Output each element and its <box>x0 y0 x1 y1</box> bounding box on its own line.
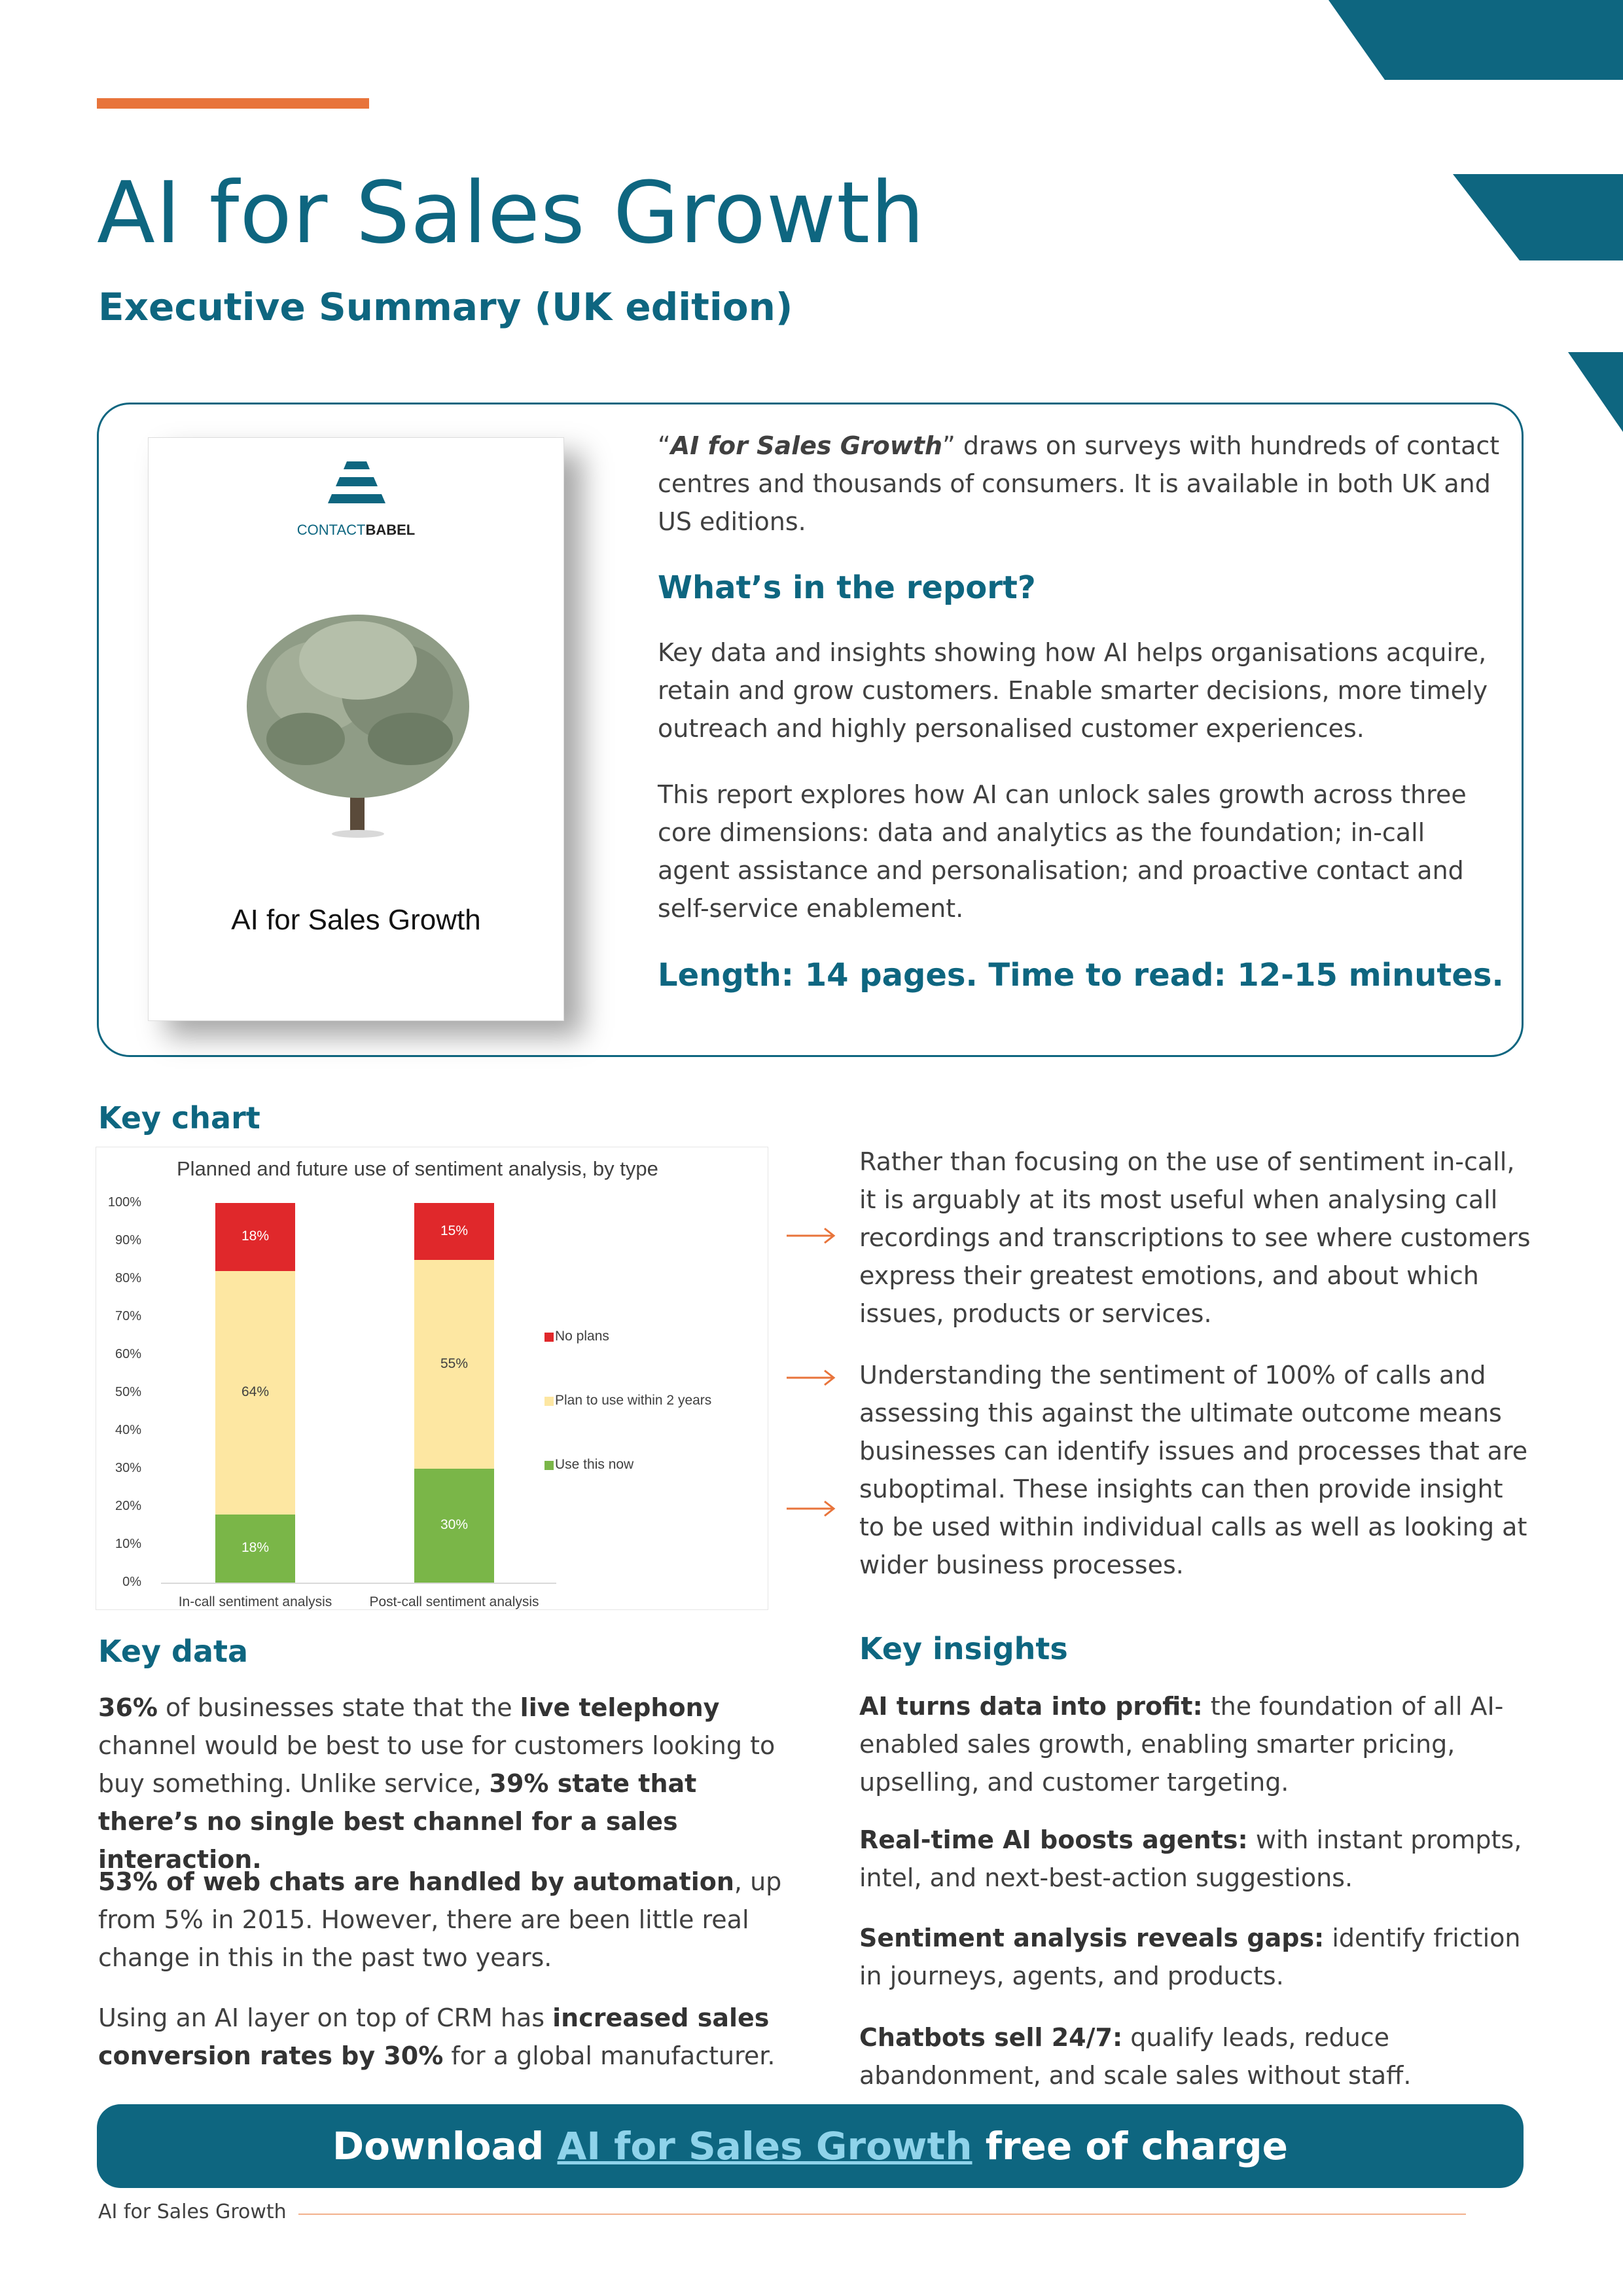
y-tick-label: 40% <box>115 1423 141 1437</box>
intro-report-title: AI for Sales Growth <box>670 431 943 460</box>
y-tick-label: 50% <box>115 1385 141 1399</box>
bar-data-label: 30% <box>440 1517 469 1532</box>
bar-data-label: 55% <box>440 1355 469 1371</box>
legend-label: No plans <box>555 1329 609 1344</box>
contactbabel-logo-icon <box>325 461 388 512</box>
y-tick-label: 60% <box>115 1347 141 1361</box>
y-tick-label: 30% <box>115 1461 141 1475</box>
corner-decoration-small <box>1568 352 1623 433</box>
intro-text: “AI for Sales Growth” draws on surveys with hundreds of contact centres and thousands of consumers. It is available in both UK and US editions. <box>658 431 1500 536</box>
cover-title: AI for Sales Growth <box>231 904 481 936</box>
report-contents-heading: What’s in the report? <box>658 569 1036 606</box>
x-axis-line <box>161 1583 556 1584</box>
key-data-paragraph-3: Using an AI layer on top of CRM has increased sales conversion rates by 30% for a global manufacturer. <box>98 2003 776 2070</box>
key-data-heading: Key data <box>98 1634 249 1669</box>
corner-decoration <box>1329 0 1623 262</box>
report-description-2: This report explores how AI can unlock sales growth across three core dimensions: data and analytics as the foundation; in-call agent assistance and personalisation; and proactive contact and self-service enablement. <box>658 780 1467 923</box>
arrow-icon <box>785 1499 836 1518</box>
report-length: Length: 14 pages. Time to read: 12-15 minutes. <box>658 957 1504 994</box>
x-category-label: In-call sentiment analysis <box>178 1594 332 1609</box>
money-tree-icon <box>234 601 482 850</box>
y-tick-label: 0% <box>122 1575 141 1589</box>
arrow-icon <box>785 1226 836 1246</box>
legend-swatch <box>544 1333 554 1342</box>
footer-title: AI for Sales Growth <box>98 2200 287 2223</box>
page-title: AI for Sales Growth <box>97 163 925 262</box>
y-tick-label: 20% <box>115 1499 141 1513</box>
y-tick-label: 80% <box>115 1271 141 1285</box>
key-data-paragraph-2: 53% of web chats are handled by automation, up from 5% in 2015. However, there are been little real change in this in the past two years. <box>98 1867 782 1972</box>
y-tick-label: 100% <box>107 1195 141 1210</box>
chart-commentary-1: Rather than focusing on the use of sentiment in-call, it is arguably at its most useful when analysing call recordings and transcriptions to see where customers express their greatest emotions, and about which issues, products or services. <box>859 1147 1531 1328</box>
download-link[interactable]: AI for Sales Growth <box>557 2124 972 2168</box>
legend-label: Use this now <box>555 1457 634 1472</box>
legend-label: Plan to use within 2 years <box>555 1393 712 1408</box>
insight-item: Chatbots sell 24/7: qualify leads, reduce abandonment, and scale sales without staff. <box>859 2023 1412 2090</box>
arrow-icon <box>785 1368 836 1388</box>
footer-divider <box>298 2214 1466 2215</box>
page-subtitle: Executive Summary (UK edition) <box>98 285 793 329</box>
x-category-label: Post-call sentiment analysis <box>369 1594 539 1609</box>
key-chart-heading: Key chart <box>98 1100 260 1136</box>
download-banner[interactable]: Download AI for Sales Growth free of charge <box>97 2104 1524 2188</box>
y-tick-label: 90% <box>115 1233 141 1247</box>
y-tick-label: 70% <box>115 1309 141 1323</box>
insight-item: AI turns data into profit: the foundation of all AI-enabled sales growth, enabling smarter pricing, upselling, and customer targeting. <box>859 1692 1504 1797</box>
insight-item: Real-time AI boosts agents: with instant prompts, intel, and next-best-action suggestions. <box>859 1825 1522 1892</box>
bar-data-label: 15% <box>440 1223 469 1238</box>
key-insights-heading: Key insights <box>859 1631 1068 1666</box>
insight-item: Sentiment analysis reveals gaps: identify friction in journeys, agents, and products. <box>859 1924 1521 1990</box>
y-tick-label: 10% <box>115 1537 141 1551</box>
chart-commentary-2: Understanding the sentiment of 100% of calls and assessing this against the ultimate outcome means businesses can identify issues and processes that are suboptimal. These insights can then provide insight to be used within individual calls as well as looking at wider business processes. <box>859 1361 1528 1579</box>
cover-brand: CONTACTBABEL <box>296 522 416 538</box>
key-data-paragraph-1: 36% of businesses state that the live telephony channel would be best to use for customers looking to buy something. Unlike service, 39% state that there’s no single best channel for a sales interaction. <box>98 1693 776 1874</box>
legend-swatch <box>544 1461 554 1470</box>
report-cover[interactable] <box>148 437 564 1021</box>
bar-data-label: 64% <box>241 1384 270 1399</box>
bar-data-label: 18% <box>241 1229 270 1244</box>
accent-bar <box>97 98 369 109</box>
bar-data-label: 18% <box>241 1539 270 1555</box>
report-description-1: Key data and insights showing how AI helps organisations acquire, retain and grow customers. Enable smarter decisions, more timely outreach and highly personalised customer experiences. <box>658 638 1488 743</box>
chart-title: Planned and future use of sentiment analysis, by type <box>177 1157 658 1180</box>
legend-swatch <box>544 1397 554 1406</box>
